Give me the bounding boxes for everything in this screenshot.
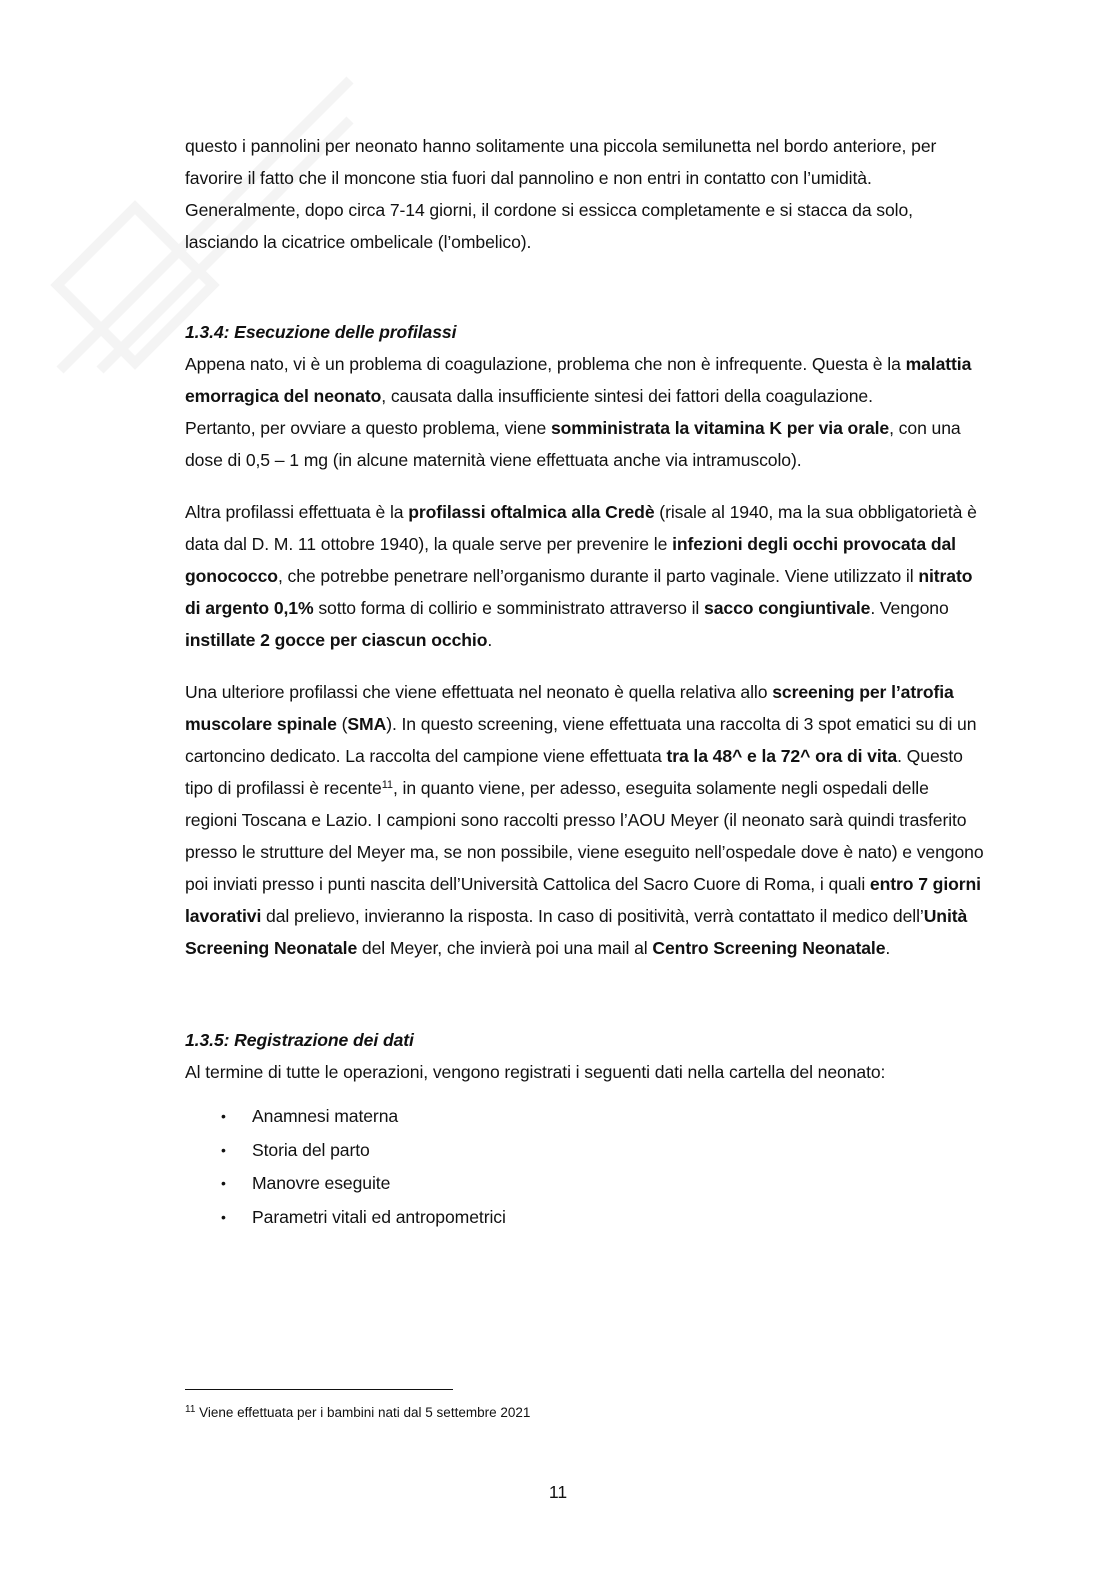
- registered-data-list: [185, 1100, 985, 1234]
- intro-paragraph: questo i pannolini per neonato hanno solitamente una piccola semilunetta nel bordo anteriore, per favorire il fatto che il moncone stia fuori dal pannolino e non entri in contatto con l’umidità. Generalmente, dopo circa 7-14 giorni, il cordone si essicca completamente e si stacca da solo, lasciando la cicatrice ombelicale (l’ombelico).: [185, 136, 937, 252]
- page-content: [185, 130, 985, 1234]
- paragraph-vitamin-k: Pertanto, per ovviare a questo problema, viene somministrata la vitamina K per via orale, con una dose di 0,5 – 1 mg (in alcune maternità viene effettuata anche via intramuscolo).: [185, 418, 961, 470]
- paragraph-data-registration: Al termine di tutte le operazioni, vengono registrati i seguenti dati nella cartella del neonato:: [185, 1062, 886, 1082]
- bullet-icon: •: [221, 1208, 226, 1225]
- paragraph-ophthalmic-prophylaxis: Altra profilassi effettuata è la profilassi oftalmica alla Credè (risale al 1940, ma la sua obbligatorietà è data dal D. M. 11 ottobre 1940), la quale serve per prevenire le infezioni degli occhi provocata dal gonococco, che potrebbe penetrare nell’organismo durante il parto vaginale. Viene utilizzato il nitrato di argento 0,1% sotto forma di collirio e somministrato attraverso il sacco congiuntivale. Vengono instillate 2 gocce per ciascun occhio.: [185, 502, 977, 650]
- footnote-divider: [185, 1389, 453, 1390]
- bullet-icon: •: [221, 1108, 226, 1124]
- list-item: • Anamnesi materna: [185, 1100, 985, 1134]
- paragraph-coagulation: Appena nato, vi è un problema di coagulazione, problema che non è infrequente. Questa è la malattia emorragica del neonato, causata dalla insufficiente sintesi dei fattori della coagulazione.: [185, 354, 972, 406]
- list-item: • Parametri vitali ed antropometrici: [185, 1201, 985, 1235]
- section-heading-1-3-4: 1.3.4: Esecuzione delle profilassi: [185, 322, 457, 342]
- footnote-number: 11: [185, 1404, 196, 1415]
- list-item: • Storia del parto: [185, 1134, 985, 1168]
- bullet-icon: •: [221, 1175, 226, 1191]
- section-heading-1-3-5: 1.3.5: Registrazione dei dati: [185, 1030, 414, 1050]
- footnote-text: Viene effettuata per i bambini nati dal 5 settembre 2021: [195, 1405, 531, 1420]
- list-item: • Manovre eseguite: [185, 1167, 985, 1201]
- bullet-icon: •: [221, 1141, 226, 1158]
- page-number: 11: [548, 1482, 568, 1502]
- footnote: [185, 1403, 885, 1423]
- footnote-reference[interactable]: 11: [381, 779, 393, 791]
- paragraph-sma-screening: Una ulteriore profilassi che viene effettuata nel neonato è quella relativa allo screening per l’atrofia muscolare spinale (SMA). In questo screening, viene effettuata una raccolta di 3 spot ematici su di un cartoncino dedicato. La raccolta del campione viene effettuata tra la 48^ e la 72^ ora di vita. Questo tipo di profilassi è recente$^{11}$, in quanto viene, per adesso, eseguita solamente negli ospedali delle regioni Toscana e Lazio. I campioni sono raccolti presso l’AOU Meyer (il neonato sarà quindi trasferito presso le strutture del Meyer ma, se non possibile, viene eseguito nell’ospedale dove è nato) e vengono poi inviati presso i punti nascita dell’Università Cattolica del Sacro Cuore di Roma, i quali entro 7 giorni lavorativi dal prelievo, invieranno la risposta. In caso di positività, verrà contattato il medico dell’Unità Screening Neonatale del Meyer, che invierà poi una mail al Centro Screening Neonatale.: [185, 682, 984, 958]
